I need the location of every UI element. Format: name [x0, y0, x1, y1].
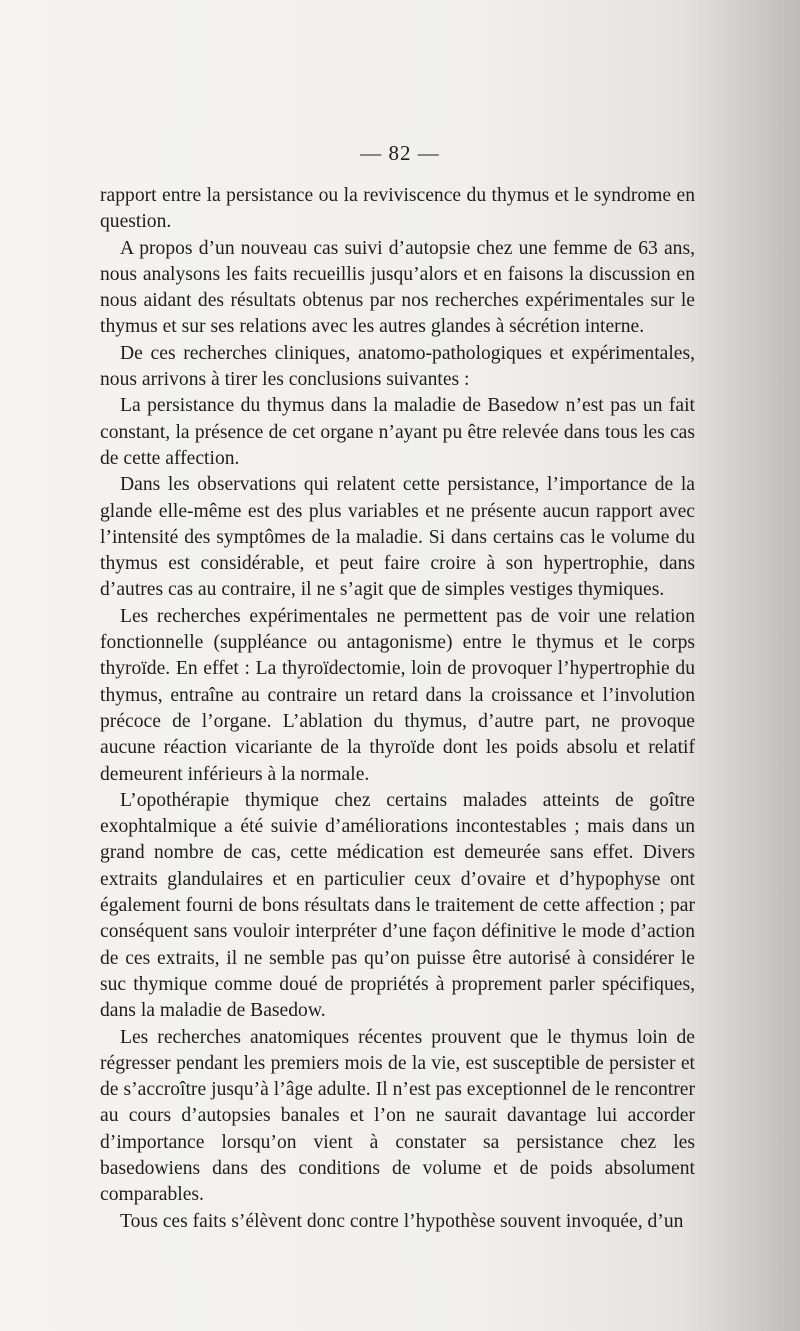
paragraph: L’opothérapie thymique chez certains malades atteints de goître exophtalmique a été suivie d’améliorations incontestables ; mais dans un grand nombre de cas, cette médication est demeurée sans effet. Divers extraits glandulaires et en particulier ceux d’ovaire et d’hypophyse ont également fourni de bons résultats dans le traitement de cette affection ; par conséquent sans vouloir interpréter d’une façon définitive le mode d’action de ces extraits, il ne semble pas qu’on puisse être autorisé à considérer le suc thymique comme doué de propriétés à proprement parler spécifiques, dans la maladie de Basedow.: [100, 789, 695, 1022]
paragraph: rapport entre la persistance ou la reviviscence du thymus et le syndrome en question.: [100, 185, 695, 233]
body-text: [100, 183, 695, 1235]
paragraph: La persistance du thymus dans la maladie de Basedow n’est pas un fait constant, la présence de cet organe n’ayant pu être relevée dans tous les cas de cette affection.: [100, 395, 695, 469]
paragraph: Les recherches expérimentales ne permettent pas de voir une relation fonctionnelle (suppléance ou antagonisme) entre le thymus et le corps thyroïde. En effet : La thyroïdectomie, loin de provoquer l’hypertrophie du thymus, entraîne au contraire un retard dans la croissance et l’involution précoce de l’organe. L’ablation du thymus, d’autre part, ne provoque aucune réaction vicariante de la thyroïde dont les poids absolu et relatif demeurent inférieurs à la normale.: [100, 605, 695, 785]
paragraph: A propos d’un nouveau cas suivi d’autopsie chez une femme de 63 ans, nous analysons les faits recueillis jusqu’alors et en faisons la discussion en nous aidant des résultats obtenus par nos recherches expérimentales sur le thymus et sur ses relations avec les autres glandes à sécrétion interne.: [100, 237, 695, 338]
paragraph: De ces recherches cliniques, anatomo-pathologiques et expérimentales, nous arrivons à tirer les conclusions suivantes :: [100, 342, 695, 391]
paragraph: Tous ces faits s’élèvent donc contre l’hypothèse souvent invoquée, d’un: [120, 1210, 684, 1232]
paragraph: Dans les observations qui relatent cette persistance, l’importance de la glande elle-même est des plus variables et ne présente aucun rapport avec l’intensité des symptômes de la maladie. Si dans certains cas le volume du thymus est considérable, et peut faire croire à son hypertrophie, dans d’autres cas au contraire, il ne s’agit que de simples vestiges thymiques.: [100, 474, 695, 601]
paragraph: Les recherches anatomiques récentes prouvent que le thymus loin de régresser pendant les premiers mois de la vie, est susceptible de persister et de s’accroître jusqu’à l’âge adulte. Il n’est pas exceptionnel de le rencontrer au cours d’autopsies banales et l’on ne saurait davantage lui accorder d’importance lorsqu’on vient à constater sa persistance chez les basedowiens dans des conditions de volume et de poids absolument comparables.: [100, 1026, 695, 1206]
page-number: — 82 —: [360, 141, 440, 165]
